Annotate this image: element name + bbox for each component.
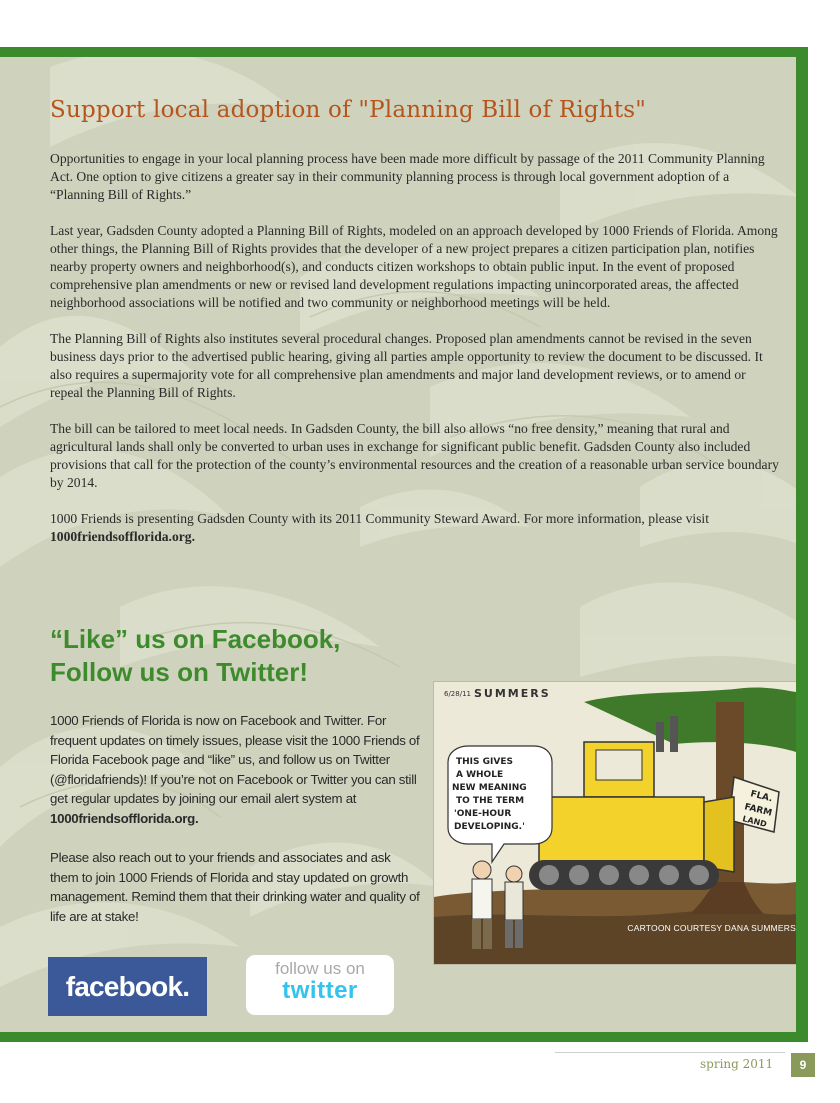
article-paragraph: Opportunities to engage in your local planning process have been made more difficult by passage of the 2011 Community Planning Act. One option to give citizens a greater say in their community planning process is through local government adoption of a “Planning Bill of Rights.” [50, 151, 765, 202]
social-paragraph-text: 1000 Friends of Florida is now on Facebook and Twitter. For frequent updates on timely issues, please visit the 1000 Friends of Florida Facebook page and “like” us, and follow us on Twitter (@floridafriends)! If you’re not on Facebook or Twitter you can still get regular updates by joining our email alert system at [50, 713, 420, 807]
website-link[interactable]: 1000friendsofflorida.org. [50, 529, 195, 544]
bubble-line: NEW MEANING [452, 783, 527, 793]
article-paragraph: The Planning Bill of Rights also institutes several procedural changes. Proposed plan amendments cannot be revised in the seven business days prior to the advertised public hearing, giving all parties ample opportunity to review the document to be discussed. It also requires a supermajority vote for all comprehensive plan amendments and major land development reviews, or to amend or repeal the Planning Bill of Rights. [50, 331, 763, 400]
twitter-logo-text: twitter [282, 977, 358, 1004]
social-heading-line1: “Like” us on Facebook, [50, 624, 341, 654]
email-alert-link[interactable]: 1000friendsofflorida.org. [50, 810, 199, 826]
social-heading [50, 623, 340, 689]
article-paragraph-closing [50, 510, 780, 546]
issue-label: spring 2011 [700, 1057, 774, 1071]
farm-sign-line2: FARM [743, 802, 773, 819]
bubble-line: A WHOLE [456, 770, 504, 780]
footer-divider [555, 1052, 785, 1053]
social-paragraph [50, 711, 422, 829]
farm-sign-line3: LAND [741, 814, 768, 829]
bubble-line: 'ONE-HOUR [454, 809, 512, 819]
frame-border-bottom [0, 1032, 808, 1042]
article-title: Support local adoption of "Planning Bill of Rights" [50, 97, 647, 123]
twitter-follow-text: follow us on [275, 959, 365, 978]
social-paragraph: Please also reach out to your friends and associates and ask them to join 1000 Friends of Florida and stay updated on growth management. Remind them that their drinking water and quality of life are at stake! [50, 850, 420, 924]
facebook-button[interactable]: facebook. [48, 957, 207, 1016]
cartoon-illustration [434, 682, 796, 964]
article-body [50, 150, 780, 564]
twitter-button[interactable] [246, 955, 394, 1015]
social-body [50, 711, 422, 946]
article-content [0, 47, 806, 1042]
page-number: 9 [791, 1053, 815, 1077]
social-heading-line2: Follow us on Twitter! [50, 657, 309, 687]
bubble-line: TO THE TERM [456, 796, 525, 806]
bubble-line: THIS GIVES [456, 757, 513, 767]
cartoon-credit: CARTOON COURTESY DANA SUMMERS [627, 923, 796, 933]
bubble-line: DEVELOPING.' [454, 822, 525, 832]
cartoon-date: 6/28/11 [444, 690, 471, 698]
frame-border-right [796, 47, 808, 1042]
farm-sign-line1: FLA. [749, 789, 774, 805]
article-paragraph: Last year, Gadsden County adopted a Planning Bill of Rights, modeled on an approach developed by 1000 Friends of Florida. Among other things, the Planning Bill of Rights provides that the developer of a new project prepares a citizen participation plan, notifies nearby property owners and neighborhood(s), and conducts citizen workshops to obtain public input. In the event of proposed comprehensive plan amendments or new or revised land development regulations impacting unincorporated areas, the affected neighborhood associations will be notified and two community or neighborhood meetings will be held. [50, 223, 778, 310]
frame-border-top [0, 47, 808, 57]
article-panel [0, 47, 806, 1042]
article-paragraph: The bill can be tailored to meet local needs. In Gadsden County, the bill also allows “no free density,” meaning that rural and agricultural lands shall only be converted to urban uses in exchange for significant public benefit. Gadsden County also included provisions that call for the protection of the county’s environmental resources and the creation of a reasonable urban service boundary by 2014. [50, 421, 779, 490]
cartoon-signature: SUMMERS [474, 687, 551, 700]
closing-text: 1000 Friends is presenting Gadsden County with its 2011 Community Steward Award. For more information, please visit [50, 511, 709, 526]
